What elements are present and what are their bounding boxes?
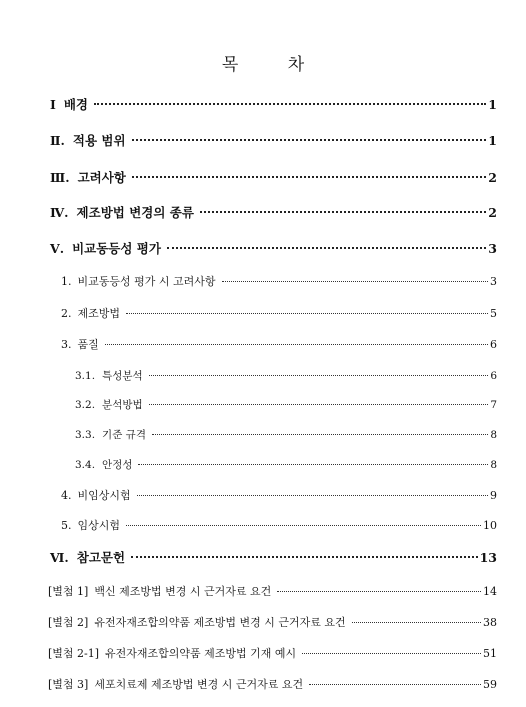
toc-entry-characterization[interactable] xyxy=(75,368,497,383)
dot-leader xyxy=(132,139,487,141)
toc-entry-number: 3. xyxy=(61,338,72,351)
toc-entry-number: 4. xyxy=(61,489,72,502)
toc-entry-scope[interactable] xyxy=(50,131,497,149)
toc-entry-page: 59 xyxy=(483,678,497,691)
toc-entry-label: 안정성 xyxy=(102,459,133,471)
toc-entry-label: 세포치료제 제조방법 변경 시 근거자료 요건 xyxy=(94,678,304,691)
toc-entry-page: 1 xyxy=(488,97,497,112)
toc-entry-page: 6 xyxy=(490,370,497,382)
toc-entry-background[interactable] xyxy=(50,95,497,113)
toc-entry-annex-3[interactable] xyxy=(48,676,497,692)
toc-entry-label: 비임상시험 xyxy=(77,489,131,502)
dot-leader xyxy=(277,591,481,592)
toc-entry-number: 3.3. xyxy=(75,429,96,441)
toc-entry-page: 8 xyxy=(490,429,497,441)
dot-leader xyxy=(352,622,481,623)
toc-entry-page: 8 xyxy=(490,459,497,471)
toc-entry-number: 5. xyxy=(61,519,72,532)
dot-leader xyxy=(167,247,486,249)
toc-entry-page: 51 xyxy=(483,647,497,660)
dot-leader xyxy=(138,464,488,465)
toc-entry-label: 유전자재조합의약품 제조방법 변경 시 근거자료 요건 xyxy=(94,616,346,629)
toc-entry-annex-2[interactable] xyxy=(48,614,497,630)
toc-entry-label: 제조방법 변경의 종류 xyxy=(76,205,194,220)
toc-entry-change-types[interactable] xyxy=(50,203,497,221)
dot-leader xyxy=(137,495,488,496)
toc-entry-number: [별첨 3] xyxy=(48,678,89,691)
page-title: 목 차 xyxy=(221,55,327,75)
toc-entry-number: Ⅴ. xyxy=(50,241,65,256)
toc-entry-label: 배경 xyxy=(63,97,89,112)
toc-entry-label: 비교동등성 평가 xyxy=(72,241,161,256)
toc-entry-number: [별첨 1] xyxy=(48,585,89,598)
toc-entry-number: [별첨 2-1] xyxy=(48,647,100,660)
toc-entry-comparability[interactable] xyxy=(50,239,497,257)
toc-entry-label: 유전자재조합의약품 제조방법 기재 예시 xyxy=(105,647,297,660)
toc-entry-stability[interactable] xyxy=(75,457,497,472)
toc-entry-label: 제조방법 xyxy=(77,307,121,320)
dot-leader xyxy=(222,281,488,282)
toc-entry-comparability-considerations[interactable] xyxy=(61,273,497,289)
dot-leader xyxy=(126,313,488,314)
toc-entry-page: 14 xyxy=(483,585,497,598)
toc-entry-label: 분석방법 xyxy=(102,399,143,411)
toc-entry-annex-1[interactable] xyxy=(48,583,497,599)
toc-entry-number: 1. xyxy=(61,275,72,288)
toc-entry-page: 1 xyxy=(488,133,497,148)
dot-leader xyxy=(149,404,489,405)
toc-entry-number: 2. xyxy=(61,307,72,320)
dot-leader xyxy=(132,176,486,178)
toc-entry-number: Ⅲ. xyxy=(50,170,70,185)
toc-entry-number: Ⅰ xyxy=(50,97,56,112)
toc-entry-clinical[interactable] xyxy=(61,517,497,533)
dot-leader xyxy=(309,684,481,685)
dot-leader xyxy=(131,556,478,558)
toc-entry-label: 기준 규격 xyxy=(102,429,146,441)
toc-entry-label: 참고문헌 xyxy=(76,550,126,565)
toc-entry-label: 고려사항 xyxy=(77,170,126,185)
toc-entry-quality[interactable] xyxy=(61,336,497,352)
toc-entry-nonclinical[interactable] xyxy=(61,487,497,503)
toc-entry-label: 임상시험 xyxy=(77,519,121,532)
toc-entry-page: 3 xyxy=(488,241,497,256)
dot-leader xyxy=(94,103,486,105)
toc-entry-annex-2-1[interactable] xyxy=(48,645,497,661)
toc-entry-specifications[interactable] xyxy=(75,427,497,442)
toc-entry-analytical-methods[interactable] xyxy=(75,397,497,412)
toc-entry-label: 적용 범위 xyxy=(72,133,126,148)
toc-entry-number: 3.4. xyxy=(75,459,96,471)
dot-leader xyxy=(126,525,481,526)
toc-entry-number: Ⅱ. xyxy=(50,133,65,148)
toc-entry-considerations[interactable] xyxy=(50,168,497,186)
toc-entry-page: 7 xyxy=(490,399,497,411)
toc-entry-page: 10 xyxy=(483,519,497,532)
dot-leader xyxy=(200,211,486,213)
toc-entry-number: Ⅵ. xyxy=(50,550,69,565)
toc-entry-page: 2 xyxy=(488,170,497,185)
dot-leader xyxy=(152,434,488,435)
toc-entry-number: Ⅳ. xyxy=(50,205,69,220)
toc-entry-page: 38 xyxy=(483,616,497,629)
toc-entry-page: 13 xyxy=(479,550,497,565)
toc-entry-page: 5 xyxy=(490,307,497,320)
toc-entry-label: 비교동등성 평가 시 고려사항 xyxy=(77,275,216,288)
toc-entry-label: 백신 제조방법 변경 시 근거자료 요건 xyxy=(94,585,272,598)
toc-entry-page: 3 xyxy=(490,275,497,288)
dot-leader xyxy=(302,653,481,654)
toc-entry-references[interactable] xyxy=(50,548,497,566)
toc-entry-label: 품질 xyxy=(77,338,99,351)
toc-entry-page: 6 xyxy=(490,338,497,351)
toc-entry-number: [별첨 2] xyxy=(48,616,89,629)
toc-entry-page: 9 xyxy=(490,489,497,502)
toc-entry-number: 3.2. xyxy=(75,399,96,411)
toc-entry-label: 특성분석 xyxy=(102,370,143,382)
toc-entry-page: 2 xyxy=(488,205,497,220)
toc-entry-manufacturing-process[interactable] xyxy=(61,305,497,321)
dot-leader xyxy=(105,344,488,345)
toc-entry-number: 3.1. xyxy=(75,370,96,382)
dot-leader xyxy=(149,375,489,376)
